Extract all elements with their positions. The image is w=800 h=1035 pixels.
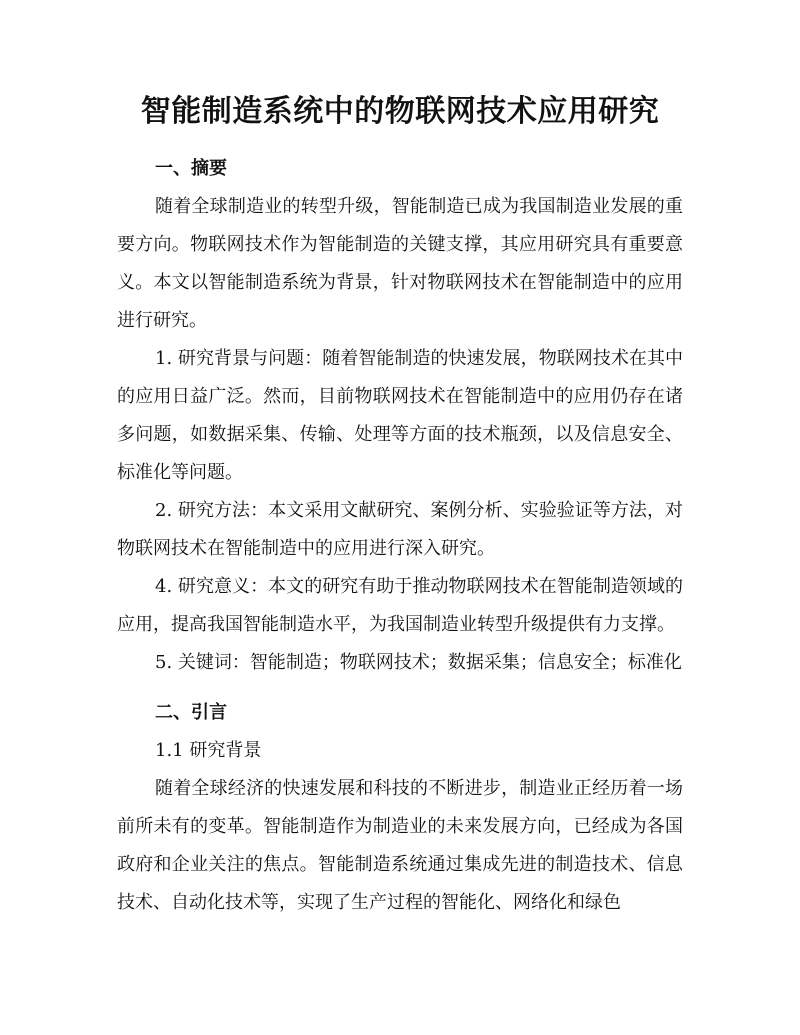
subsection-heading: 1.1 研究背景 [155, 740, 262, 761]
paragraph: 2. 研究方法：本文采用文献研究、案例分析、实验验证等方法，对物联网技术在智能制造中的应用进行深入研究。 [117, 500, 683, 559]
paragraph: 4. 研究意义：本文的研究有助于推动物联网技术在智能制造领域的应用，提高我国智能制造水平，为我国制造业转型升级提供有力支撑。 [117, 576, 683, 635]
paragraph: 随着全球经济的快速发展和科技的不断进步，制造业正经历着一场前所未有的变革。智能制造作为制造业的未来发展方向，已经成为各国政府和企业关注的焦点。智能制造系统通过集成先进的制造技术、信息技术、自动化技术等，实现了生产过程的智能化、网络化和绿色 [117, 778, 683, 913]
paragraph: 随着全球制造业的转型升级，智能制造已成为我国制造业发展的重要方向。物联网技术作为智能制造的关键支撑，其应用研究具有重要意义。本文以智能制造系统为背景，针对物联网技术在智能制造中的应用进行研究。 [117, 196, 683, 331]
paragraph: 5. 关键词：智能制造；物联网技术；数据采集；信息安全；标准化 [155, 652, 682, 673]
section-heading: 二、引言 [155, 702, 227, 723]
section-heading: 一、摘要 [155, 158, 227, 179]
document-title: 智能制造系统中的物联网技术应用研究 [140, 94, 660, 129]
paragraph: 1. 研究背景与问题：随着智能制造的快速发展，物联网技术在其中的应用日益广泛。然而，目前物联网技术在智能制造中的应用仍存在诸多问题，如数据采集、传输、处理等方面的技术瓶颈，以及信息安全、标准化等问题。 [117, 348, 683, 483]
section-introduction [117, 694, 683, 922]
section-abstract [117, 150, 683, 682]
